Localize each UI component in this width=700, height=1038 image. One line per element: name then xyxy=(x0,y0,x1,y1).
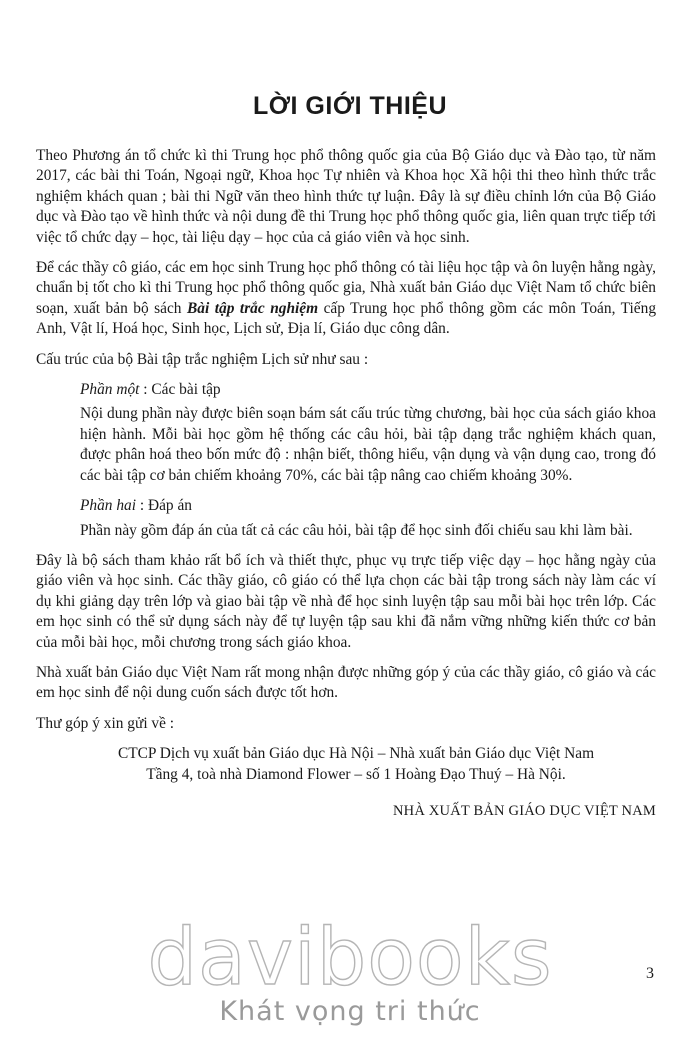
page-number: 3 xyxy=(646,965,654,982)
part-two-heading xyxy=(80,496,656,516)
address-line-1: CTCP Dịch vụ xuất bản Giáo dục Hà Nội – Nhà xuất bản Giáo dục Việt Nam xyxy=(117,745,595,763)
body-text xyxy=(36,146,656,831)
watermark-brand: davibooks xyxy=(147,913,553,1003)
part-one-body: Nội dung phần này được biên soạn bám sát cấu trúc từng chương, bài học của sách giáo khoa hiện hành. Mỗi bài học gồm hệ thống các câu hỏi, bài tập dạng trắc nghiệm khách quan, được phân hoá theo bốn mức độ : nhận biết, thông hiểu, vận dụng và vận dụng cao, trong đó các bài tập cơ bản chiếm khoảng 70%, các bài tập nâng cao chiếm khoảng 30%. xyxy=(80,405,656,484)
paragraph-purpose xyxy=(36,258,656,340)
part-two-label: Phần hai xyxy=(80,497,137,515)
part-two-body: Phần này gồm đáp án của tất cả các câu hỏi, bài tập để học sinh đối chiếu sau khi làm bài. xyxy=(80,521,633,539)
paragraph-purpose-start: Để các thầy cô giáo, các em học sinh Trung học phổ thông có tài liệu học tập và ôn luyện hằng ngày, chuẩn bị tốt cho kì thi Trung học phổ thông quốc gia, Nhà xuất bản Giáo dục Việt Nam tổ chức biên soạn, xuất bản bộ sách xyxy=(36,259,656,317)
watermark-slogan: Khát vọng tri thức xyxy=(219,996,481,1027)
paragraph-contact: Thư góp ý xin gửi về : xyxy=(36,714,175,732)
paragraph-intro: Theo Phương án tổ chức kì thi Trung học phổ thông quốc gia của Bộ Giáo dục và Đào tạo, từ năm 2017, các bài thi Toán, Ngoại ngữ, Khoa học Tự nhiên và Khoa học Xã hội thi theo hình thức trắc nghiệm khách quan ; bài thi Ngữ văn theo hình thức tự luận. Đây là sự điều chỉnh lớn của Bộ Giáo dục và Đào tạo về hình thức và nội dung đề thi Trung học phổ thông quốc gia, liên quan trực tiếp tới việc tổ chức dạy – học, tài liệu dạy – học của cả giáo viên và học sinh. xyxy=(36,147,656,246)
paragraph-structure: Cấu trúc của bộ Bài tập trắc nghiệm Lịch sử như sau : xyxy=(36,350,369,368)
paragraph-feedback: Nhà xuất bản Giáo dục Việt Nam rất mong nhận được những góp ý của các thầy giáo, cô giáo và các em học sinh để nội dung cuốn sách được tốt hơn. xyxy=(36,663,656,702)
page-title: LỜI GIỚI THIỆU xyxy=(252,92,448,120)
publisher-signature: NHÀ XUẤT BẢN GIÁO DỤC VIỆT NAM xyxy=(393,802,656,819)
part-two-title: : Đáp án xyxy=(136,497,193,515)
part-one-label: Phần một xyxy=(80,381,140,399)
paragraph-purpose-end: cấp Trung học phổ thông gồm các môn Toán, Tiếng Anh, Vật lí, Hoá học, Sinh học, Lịch sử, Địa lí, Giáo dục công dân. xyxy=(36,299,657,338)
part-one-heading xyxy=(80,380,656,400)
part-one-title: : Các bài tập xyxy=(139,381,221,399)
book-series-name: Bài tập trắc nghiệm xyxy=(187,299,319,317)
paragraph-usage: Đây là bộ sách tham khảo rất bổ ích và thiết thực, phục vụ trực tiếp việc dạy – học hằng ngày của giáo viên và học sinh. Các thầy giáo, cô giáo có thể lựa chọn các bài tập trong sách này làm các ví dụ khi giảng dạy trên lớp và giao bài tập về nhà để học sinh luyện tập sau mỗi bài học trên lớp. Các em học sinh có thể sử dụng sách này để tự luyện tập sau khi đã nắm vững những kiến thức cơ bản của mỗi bài học, mỗi chương trong sách giáo khoa. xyxy=(36,551,656,651)
address-line-2: Tầng 4, toà nhà Diamond Flower – số 1 Hoàng Đạo Thuý – Hà Nội. xyxy=(146,765,566,783)
contact-address xyxy=(56,744,656,785)
